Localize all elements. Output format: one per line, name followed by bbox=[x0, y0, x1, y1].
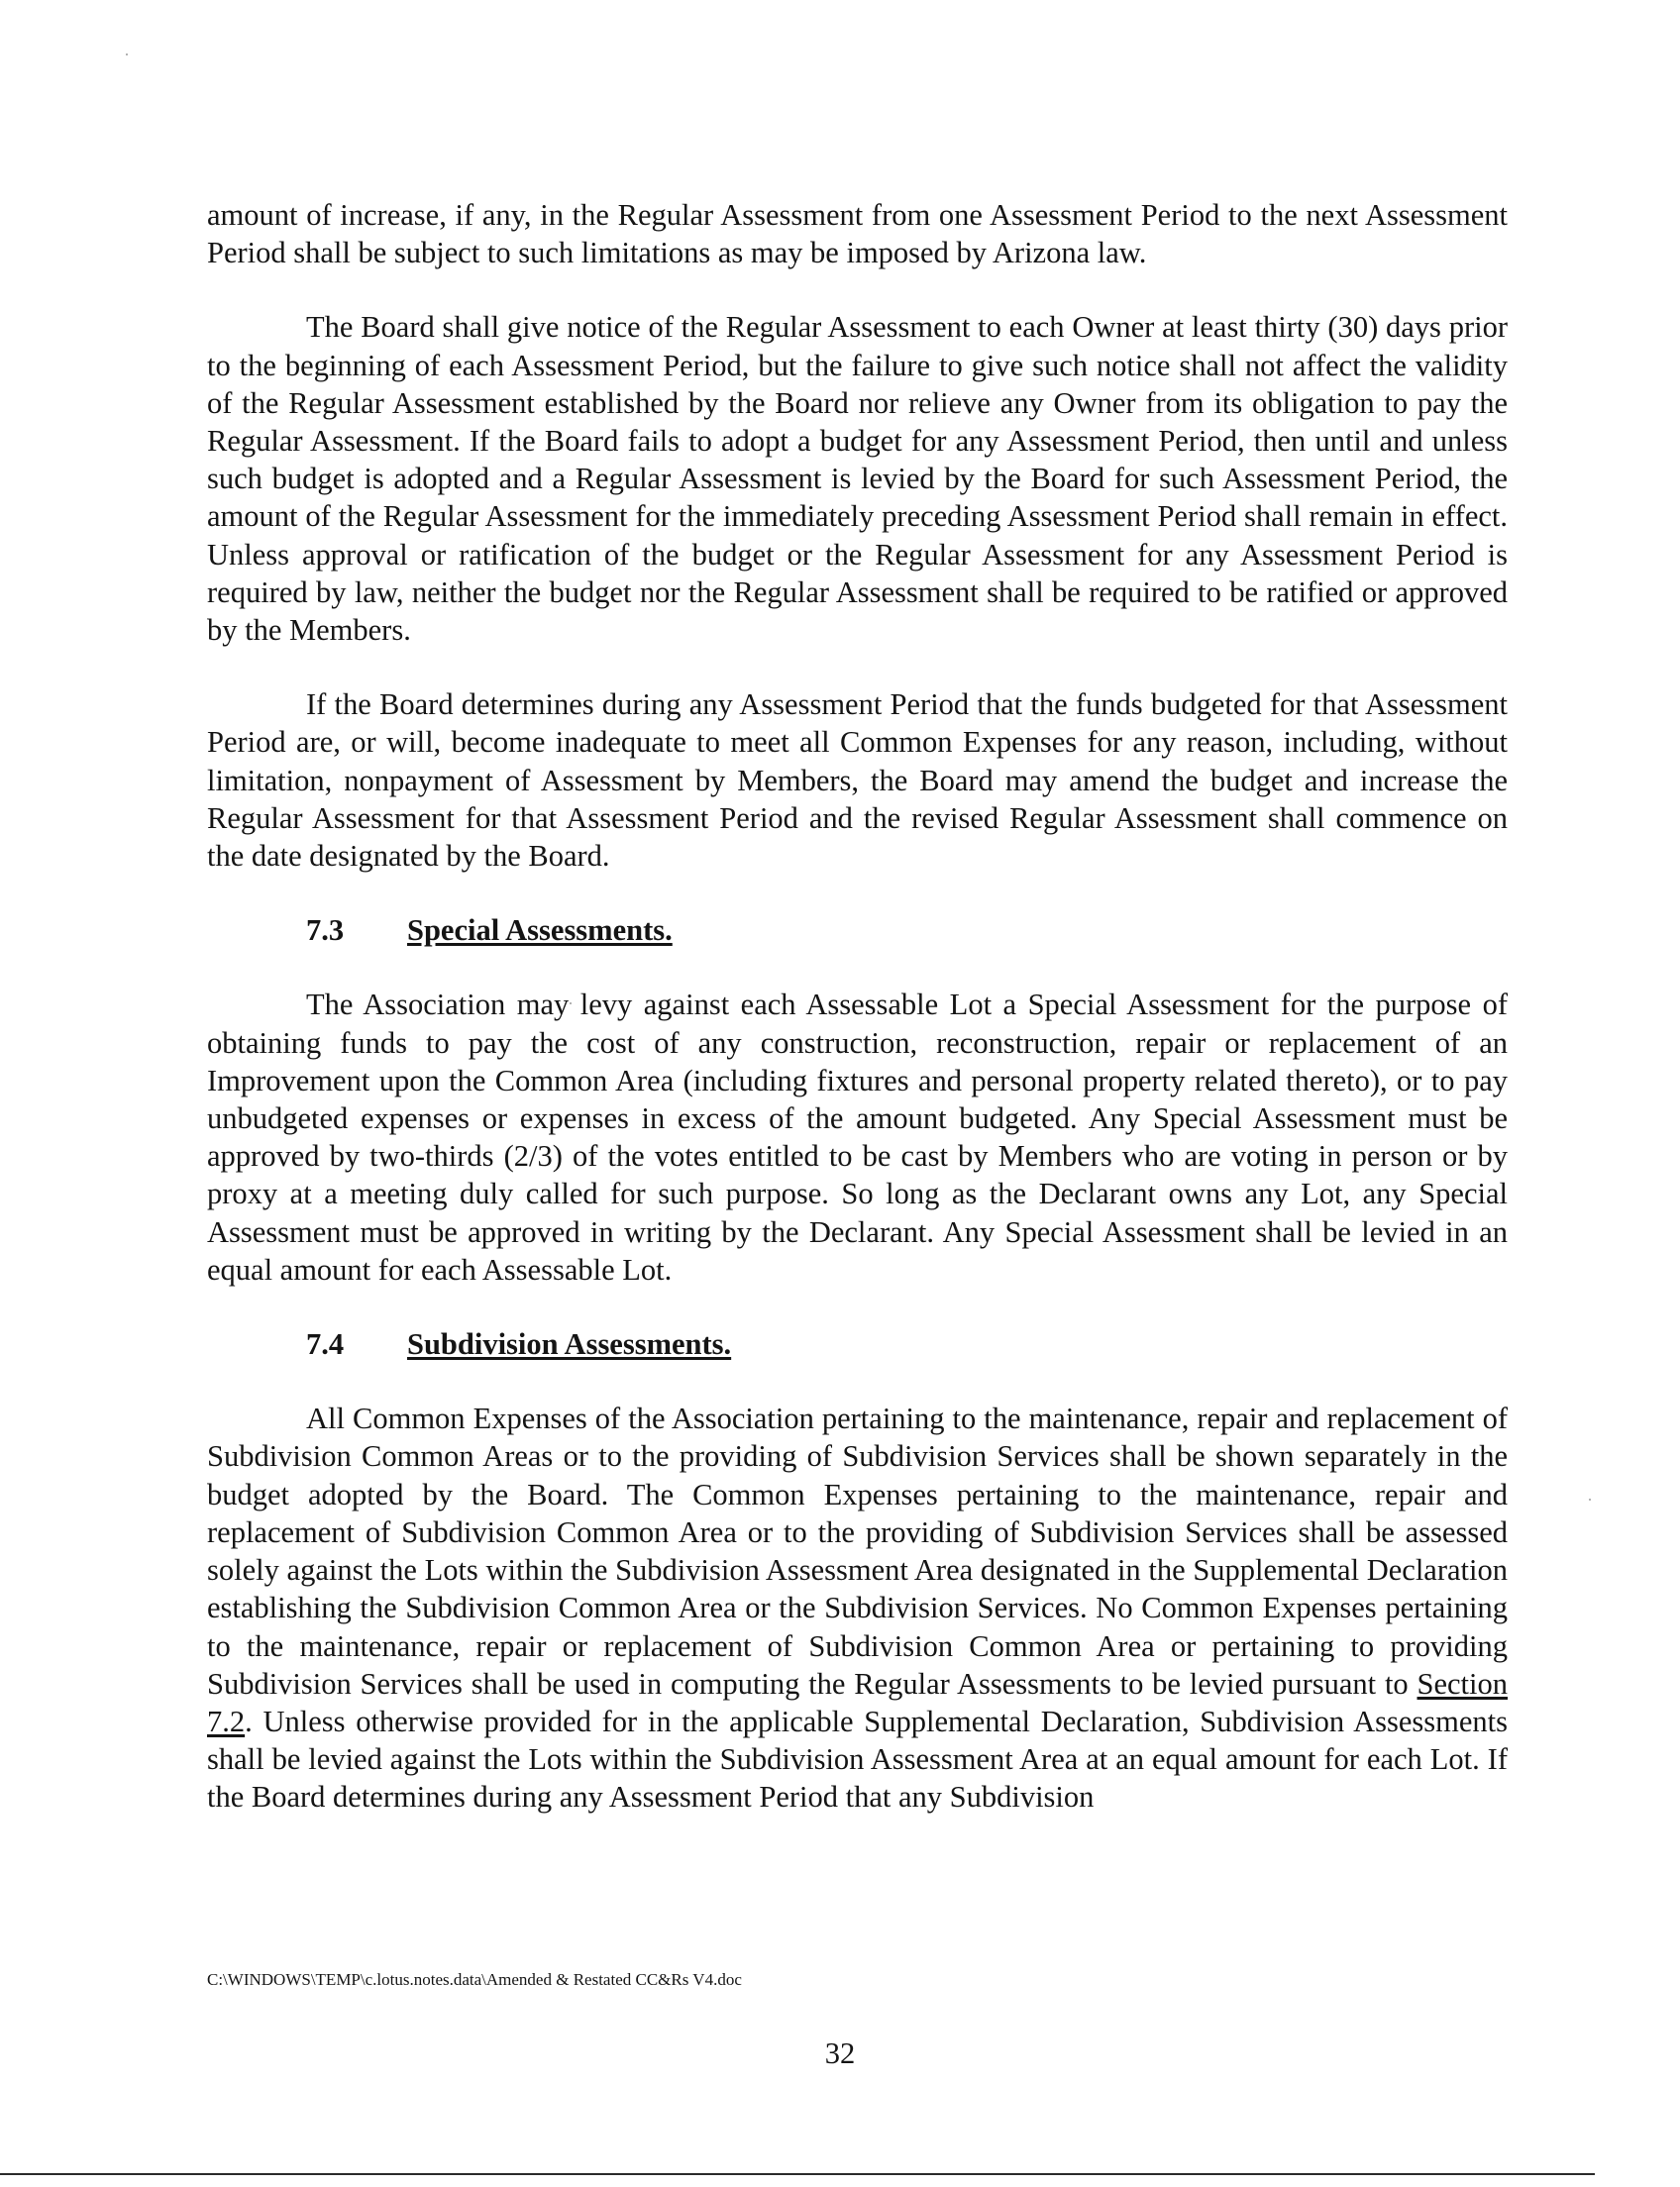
section-cross-reference: Section 7.2 bbox=[207, 1666, 1508, 1738]
paragraph-subdivision-assessments bbox=[207, 1400, 1508, 1816]
paragraph-continuation: amount of increase, if any, in the Regular Assessment from one Assessment Period to the next Assessment Period shall be subject to such limitations as may be imposed by Arizona law. bbox=[207, 198, 1508, 270]
section-number: 7.3 bbox=[306, 913, 345, 948]
section-heading-7-3 bbox=[207, 911, 1508, 949]
section-title: Special Assessments. bbox=[407, 913, 673, 948]
paragraph-regular-assessment-notice: The Board shall give notice of the Regular Assessment to each Owner at least thirty (30) days prior to the beginning of each Assessment Period, but the failure to give such notice shall not affect the validity of the Regular Assessment established by the Board nor relieve any Owner from its obligation to pay the Regular Assessment. If the Board fails to adopt a budget for any Assessment Period, then until and unless such budget is adopted and a Regular Assessment is levied by the Board for such Assessment Period, the amount of the Regular Assessment for the immediately preceding Assessment Period shall remain in effect. Unless approval or ratification of the budget or the Regular Assessment for any Assessment Period is required by law, neither the budget nor the Regular Assessment shall be required to be ratified or approved by the Members. bbox=[207, 310, 1508, 648]
scan-speck bbox=[1589, 1499, 1591, 1501]
section-number: 7.4 bbox=[306, 1327, 345, 1362]
paragraph-budget-inadequate: If the Board determines during any Assessment Period that the funds budgeted for that Assessment Period are, or will, become inadequate to meet all Common Expenses for any reason, including, without limitation, nonpayment of Assessment by Members, the Board may amend the budget and increase the Regular Assessment for that Assessment Period and the revised Regular Assessment shall commence on the date designated by the Board. bbox=[207, 687, 1508, 874]
paragraph-text: All Common Expenses of the Association pertaining to the maintenance, repair and replacement of Subdivision Common Areas or to the providing of Subdivision Services shall be shown separately in the budget adopted by the Board. The Common Expenses pertaining to the maintenance, repair and replacement of Subdivision Common Area or to the providing of Subdivision Services shall be assessed solely against the Lots within the Subdivision Assessment Area designated in the Supplemental Declaration establishing the Subdivision Common Area or the Subdivision Services. No Common Expenses pertaining to the maintenance, repair or replacement of Subdivision Common Area or pertaining to providing Subdivision Services shall be used in computing the Regular Assessments to be levied pursuant to bbox=[207, 1402, 1508, 1701]
section-title: Subdivision Assessments. bbox=[407, 1327, 732, 1362]
page-number: 32 bbox=[824, 2036, 856, 2070]
scan-speck bbox=[126, 53, 128, 55]
section-heading-7-4 bbox=[207, 1325, 1508, 1363]
paragraph-special-assessments: The Association may levy against each Assessable Lot a Special Assessment for the purpose of obtaining funds to pay the cost of any construction, reconstruction, repair or replacement of an Improvement upon the Common Area (including fixtures and personal property related thereto), or to pay unbudgeted expenses or expenses in excess of the amount budgeted. Any Special Assessment must be approved by two-thirds (2/3) of the votes entitled to be cast by Members who are voting in person or by proxy at a meeting duly called for such purpose. So long as the Declarant owns any Lot, any Special Assessment must be approved in writing by the Declarant. Any Special Assessment shall be levied in an equal amount for each Assessable Lot. bbox=[207, 988, 1508, 1287]
page-bottom-rule bbox=[0, 2173, 1595, 2175]
document-file-path: C:\WINDOWS\TEMP\c.lotus.notes.data\Amended & Restated CC&Rs V4.doc bbox=[207, 1970, 742, 1989]
document-body bbox=[207, 196, 1508, 1817]
paragraph-text: . Unless otherwise provided for in the applicable Supplemental Declaration, Subdivision Assessments shall be levied against the Lots within the Subdivision Assessment Area at an equal amount for each Lot. If the Board determines during any Assessment Period that any Subdivision bbox=[207, 1704, 1508, 1815]
